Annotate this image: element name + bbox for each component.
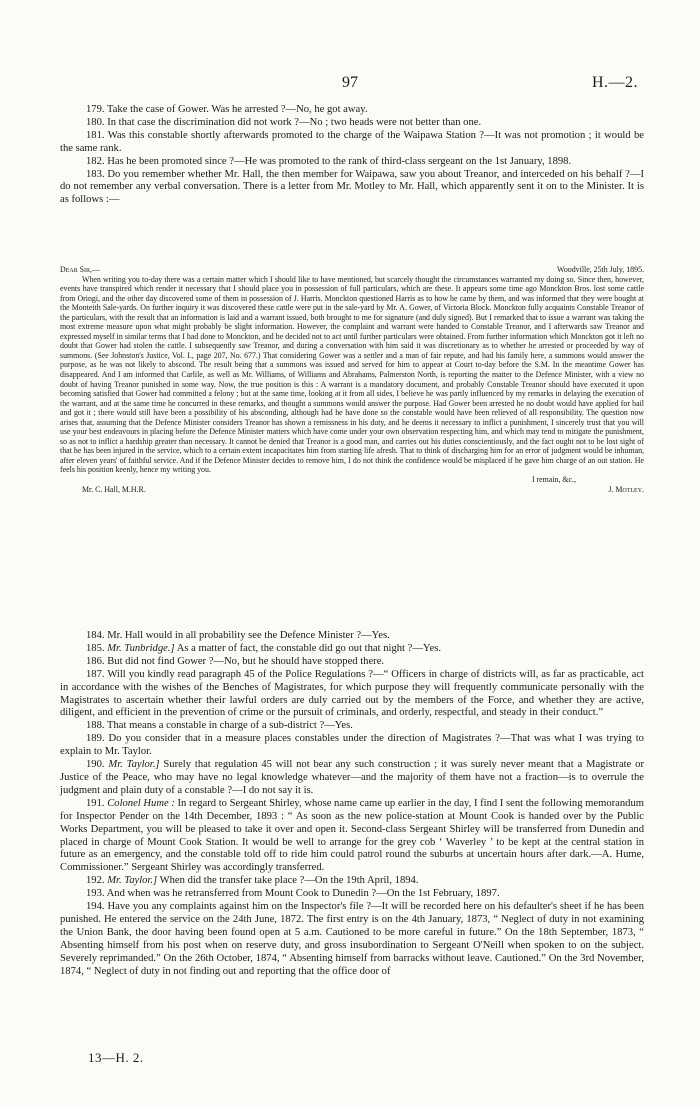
paragraph-181: 181. Was this constable shortly afterwards promoted to the charge of the Waipawa Station ?—It was not promotion ; it would be the same rank. — [60, 129, 644, 154]
letter-place-date: Woodville, 25th July, 1895. — [557, 265, 644, 274]
question-number: 189. — [86, 733, 105, 745]
paragraph-180: 180. In that case the discrimination did not work ?—No ; two heads were not better than one. — [86, 116, 482, 128]
paragraph-191 — [60, 798, 644, 875]
paragraph-187 — [60, 669, 644, 721]
question-number: 184. — [86, 630, 105, 641]
paragraph-186 — [60, 656, 644, 669]
letter-addressee: Mr. C. Hall, M.H.R. — [82, 484, 146, 494]
question-text: In regard to Sergeant Shirley, whose name came up earlier in the day, I find I sent the following memorandum for Inspector Pender on the 14th December, 1893 : “ As soon as the new police-station at Mount Cook is handed over by the Public Works Department, you will be pleased to take it over and open it. Second-class Sergeant Shirley will be transferred from Dunedin and placed in charge of Mount Cook Station. It would be well to arrange for the grey cob ‘ Waverley ’ to be kept at the central station in future as an emergency, and the constable told off to ride him could patrol round the suburbs at uncertain hours after dark.—A. Hume, Commissioner.” Sergeant Shirley was accordingly transferred. — [60, 797, 645, 874]
letter-salutation: Dear Sir,— — [60, 265, 100, 274]
question-text: As a matter of fact, the constable did go out that night ?—Yes. — [176, 642, 441, 654]
paper-code: H.—2. — [592, 74, 639, 91]
question-text: When did the transfer take place ?—On the 19th April, 1894. — [159, 875, 419, 887]
speaker-name: Mr. Taylor.] — [108, 759, 160, 771]
question-text: Will you kindly read paragraph 45 of the Police Regulations ?—“ Officers in charge of districts will, as far as practicable, act in accordance with the wishes of the Benches of Magistrates, for which purpose they will frequently communicate personally with the Magistrates to ascertain whether their lawful orders are duly carried out by the members of the Force, and whether they are active, diligent, and efficient in the prevention of crime or the pursuit of criminals, and orderly, respectful, and steady in their conduct.” — [60, 668, 644, 719]
signature-mark: 13—H. 2. — [88, 1050, 144, 1065]
question-number: 186. — [86, 655, 105, 667]
paragraph-185 — [60, 643, 644, 656]
letter-closing: I remain, &c., — [531, 475, 576, 485]
speaker-name: Colonel Hume : — [107, 797, 175, 809]
page-number: 97 — [342, 74, 358, 91]
question-text: But did not find Gower ?—No, but he should have stopped there. — [107, 655, 385, 667]
question-text: Have you any complaints against him on the Inspector's file ?—It will be recorded here on his defaulter's sheet if he has been punished. He entered the service on the 24th June, 1872. The first entry is on the 4th January, 1873, “ Neglect of duty in not examining the Union Bank, the door having been found open at 5 a.m. Cautioned to be more careful in future.” On the 18th September, 1873, “ Absenting himself from his post when on reserve duty, and gross insubordination to Sergeant O'Neill when spoken to on the subject. Severely reprimanded.” On the 26th October, 1874, “ Absenting himself from barracks without leave. Cautioned.” On the 3rd November, 1874, “ Neglect of duty in not finding out and reporting that the office door of — [60, 901, 644, 977]
question-number: 193. — [86, 888, 105, 900]
paragraph-182: 182. Has he been promoted since ?—He was promoted to the rank of third-class sergeant on the 1st January, 1898. — [86, 155, 572, 167]
question-number: 187. — [86, 668, 105, 680]
paragraph-179: 179. Take the case of Gower. Was he arrested ?—No, he got away. — [86, 104, 368, 115]
question-text: Do you consider that in a measure places constables under the direction of Magistrates ?—That was what I was trying to explain to Mr. Taylor. — [60, 733, 644, 758]
paragraph-192 — [60, 875, 644, 888]
paragraph-189 — [60, 733, 644, 759]
paragraph-188 — [60, 720, 644, 733]
question-number: 185. — [86, 642, 105, 654]
paragraph-183: 183. Do you remember whether Mr. Hall, the then member for Waipawa, saw you about Treanor, and interceded on his behalf ?—I do not remember any verbal conversation. There is a letter from Mr. Motley to Mr. Hall, which apparently sent it on to the Minister. It is as follows :— — [60, 168, 644, 206]
question-number: 188. — [86, 720, 105, 732]
paragraph-194 — [60, 901, 644, 978]
question-text: Surely that regulation 45 will not bear any such construction ; it was surely never meant that a Magistrate or Justice of the Peace, who may have no legal knowledge whatever—and the majority of them have not a fraction—is to overrule the judgment and plain duty of a constable ?—I do not say it is. — [60, 759, 644, 796]
quoted-letter — [60, 265, 644, 494]
letter-body: When writing you to-day there was a certain matter which I should like to have mentioned, but scarcely thought the circumstances warranted my doing so. Since then, however, events have transpired which render it necessary that I should place you in possession of full particulars, which are these. It appears some time ago Monckton Bros. lost some cattle from Oringi, and the other day discovered some of them in possession of J. Harris. Monckton questioned Harris as to how he came by them, and was informed that they were bought at the Monteith Sale-yards. On further inquiry it was discovered these cattle were put in the sale-yard by Mr. A. Gower, of Victoria Block. Monckton fully acquaints Constable Treanor of the particulars, with the result that an information is laid and a warrant issued, both brought to me for signature (and duly signed). But I remarked that to issue a warrant was taking the most extreme measure upon what might probably be slight information. However, the complaint and warrant were handed to Constable Treanor, and I afterwards saw Treanor and expressed myself in similar terms that I had done to Monckton, and he decided not to act until further particulars were obtained. From further information which Monckton got it left no doubt that Gower had stolen the cattle. I subsequently saw Treanor, and during a conversation with him said it was discretionary as to whether he arrested or proceeded by way of summons. (See Johnston's Justice, Vol. I., page 207, No. 677.) That considering Gower was a settler and a man of fair repute, and had his family here, a summons would answer the purpose, as he was not likely to abscond. The result being that a summons was issued and served for him to appear at Court to-day before the S.M. In the meantime Gower has disappeared. And I am informed that Carlile, as well as Mr. Williams, of Williams and Abrahams, Palmerston North, is reporting the matter to the Defence Minister, with a view no doubt of having Treanor punished in some way. Now, the true position is this : A warrant is a mandatory document, and probably Constable Treanor should have executed it upon becoming satisfied that Gower had committed a felony ; but at the same time, looking at it from all sides, I believe he was partly influenced by my remarks in delaying the execution of the warrant, and at the same time he concurred in these remarks, and thought a summons would answer the purpose. Had Gower been arrested he no doubt would have applied for bail and got it ; there would still have been a possibility of his absconding, although had he have done so the constable would have been relieved of all responsibility. The question now arises that, assuming that the Defence Minister considers Treanor has shown a remissness in his duty, and he deems it necessary to inflict a punishment, I sincerely trust that you will use your best endeavours in placing before the Defence Minister matters which have come under your own observation respecting him, and which may tend to mitigate the punishment, so as not to inflict a hardship greater than necessary. It cannot be denied that Treanor is a good man, and carries out his duties conscientiously, and the fact ought not to be lost sight of that he has been injured in the service, which to a certain extent incapacitates him from starting life afresh. That to think of discharging him for an error of judgment would be inhuman, after eleven years' of faithful service. And if the Defence Minister decides to remove him, I do not think the confidence would be misplaced if he gave him charge of an out station. He feels his position keenly, hence my writing you. — [60, 274, 644, 475]
question-number: 190. — [86, 759, 105, 771]
question-text: That means a constable in charge of a sub-district ?—Yes. — [107, 720, 353, 732]
question-number: 191. — [86, 797, 105, 809]
question-number: 192. — [86, 875, 105, 887]
top-paragraphs — [60, 104, 644, 207]
letter-signature: J. Motley. — [608, 484, 644, 494]
bottom-paragraphs — [60, 630, 644, 978]
paragraph-190 — [60, 759, 644, 798]
paragraph-184 — [60, 630, 644, 643]
question-text: And when was he retransferred from Mount Cook to Dunedin ?—On the 1st February, 1897. — [106, 888, 500, 900]
speaker-name: Mr. Tunbridge.] — [107, 642, 175, 654]
speaker-name: Mr. Taylor.] — [107, 875, 158, 887]
paragraph-193 — [60, 888, 644, 901]
question-text: Mr. Hall would in all probability see the Defence Minister ?—Yes. — [107, 630, 390, 641]
question-number: 194. — [86, 901, 105, 913]
